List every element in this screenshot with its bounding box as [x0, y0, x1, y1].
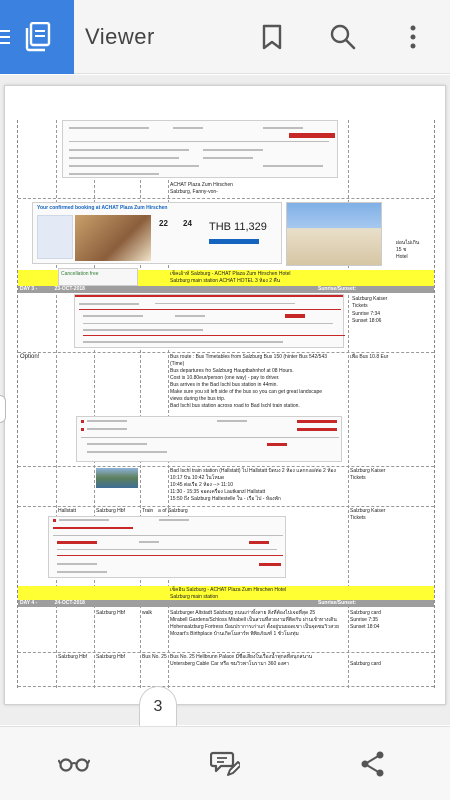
itinerary-table: ACHAT Plaza Zum Hirschen Salzburg, Fanny-von- Your confirmed booking at ACHAT Plaza Zum Hirschen 22 24 THB 11,329 ผ่อนไม่เกิน 15 ช Hotel Cancellation free เช็คเอ้าท์ Salzburg - ACHAT Plaza Zum Hirschen Hotel Salzburg main station ACHAT HOTEL 3 ห้อง 2 คืน DAY 3 - 23-OCT-2018 Sunrise/Sunset: Salzburg Kaiser Tickets Sunrise 7:34 Sunset 18:06 Option! Bus route : Bus Timetables from Salzburg Bus 150 (hinter Bus 542/543 (Time) Bus departures fro Salzburg Hauptbahnhof at 08 Hours. Cost is 10.80eur/person (one way) - pay to driver. Bus arrives in the Bad Ischl bus station in 44min. Make sure you sit left side of the bus so you can get great landscape views during the bus trip. Bad Ischl bus station across road to Bad Ischl train station. เพื่อ Bus 10.8 Eur Bad Ischl train station (Hallstatt) ไป Hallstatt บิดบง 2 ห้อง แลกกงอ/ต่อ 2 ห้อง 10:17 บิน 10:42 ในโหมด 10:45 ต่อเรือ 2 ห้อง --> 11:10 11:30 - 15:35 จอดเครื่อง Lautkanzl Hallstatt 15:50 ถึง Salzburg Haltestelle ใน - เรือ ไป - ห้องพัก Salzburg Kaiser Tickets Hallstatt Salzburg Hbf Train อ of Salzburg Salzburg Kaiser Tickets เช็คอิน Salzburg - ACHAT Plaza Zum Hirschen Hotel Salzburg main station DAY 4 - 24-OCT-2018 Sunrise/Sunset: Salzburg Hbf walk Salzburger Altstadt Salzburg ถนนเก่าทั้งสาย สิ่งที่ต้องไปเจอที่สุด 25 Mirabell Gardens/Schloss Mirabell เป็นสวนที่สวยงามที่ติดกับ ผ่านเข้าทางเดิน Hohensalzburg Fortress ป้อมปราการเก่าแก่ ตั้งอยู่บนยอดเขา เป็นจุดชมวิวสวย Mozart's Birthplace บ้านเกิดโมสาร์ท พิพิธภัณฑ์ 1 ชั่วโมงทุ่ม Salzburg card Sunrise 7:35 Sunset 18:04 Salzburg Hbf Salzburg Hbf Bus No. 25 Bus No. 25 Hellbrunn Palace มีชื่อเสียงในเรื่องน้ำพุกลที่สนุกสนาน Untersberg Cable Car หรือ ชมวิวพาโนรามา 360 องศา Salzburg card	[17, 120, 435, 688]
navigation-drawer-button[interactable]	[0, 0, 74, 74]
return-train-screenshot	[48, 516, 286, 578]
bookmark-button[interactable]	[255, 20, 289, 54]
hotel-name: ACHAT Plaza Zum Hirschen	[170, 182, 233, 188]
bottom-toolbar	[0, 726, 450, 800]
checkin-day: 22	[159, 219, 168, 228]
train-timetable-screenshot	[74, 294, 344, 348]
comment-edit-icon	[210, 750, 240, 778]
pdf-page[interactable]	[4, 85, 446, 705]
side-drawer-handle[interactable]	[0, 395, 6, 423]
checkout-day: 24	[183, 219, 192, 228]
hotel-address: Salzburg, Fanny-von-	[170, 189, 218, 195]
search-icon	[330, 24, 356, 50]
bookmark-icon	[261, 24, 283, 50]
cancellation-box: Cancellation free	[58, 268, 138, 286]
document-canvas[interactable]	[0, 75, 450, 725]
search-button[interactable]	[326, 20, 360, 54]
booking-banner-text: Your confirmed booking at ACHAT Plaza Zum Hirschen	[37, 205, 168, 211]
app-title: Viewer	[85, 24, 155, 49]
day3-header: DAY 3 - 23-OCT-2018 Sunrise/Sunset:	[18, 286, 434, 293]
share-button[interactable]	[356, 747, 390, 781]
hotel-exterior-photo	[286, 202, 382, 266]
document-icon	[24, 22, 52, 52]
more-options-button[interactable]	[396, 20, 430, 54]
app-toolbar	[0, 0, 450, 74]
annotate-button[interactable]	[208, 747, 242, 781]
hotel-booking-screenshot	[32, 202, 282, 264]
page-number-indicator[interactable]: 3	[139, 686, 177, 726]
train-booking-screenshot	[62, 120, 338, 178]
hallstatt-photo	[96, 468, 138, 488]
share-icon	[360, 750, 386, 778]
bus-timetable-screenshot	[76, 416, 342, 462]
day4-header: DAY 4 - 24-OCT-2018 Sunrise/Sunset:	[18, 600, 434, 607]
option-label: Option!	[20, 354, 40, 360]
read-mode-button[interactable]	[57, 747, 91, 781]
menu-icon	[0, 30, 10, 44]
glasses-icon	[58, 756, 90, 772]
booking-price: THB 11,329	[209, 221, 267, 233]
more-vert-icon	[409, 24, 417, 50]
